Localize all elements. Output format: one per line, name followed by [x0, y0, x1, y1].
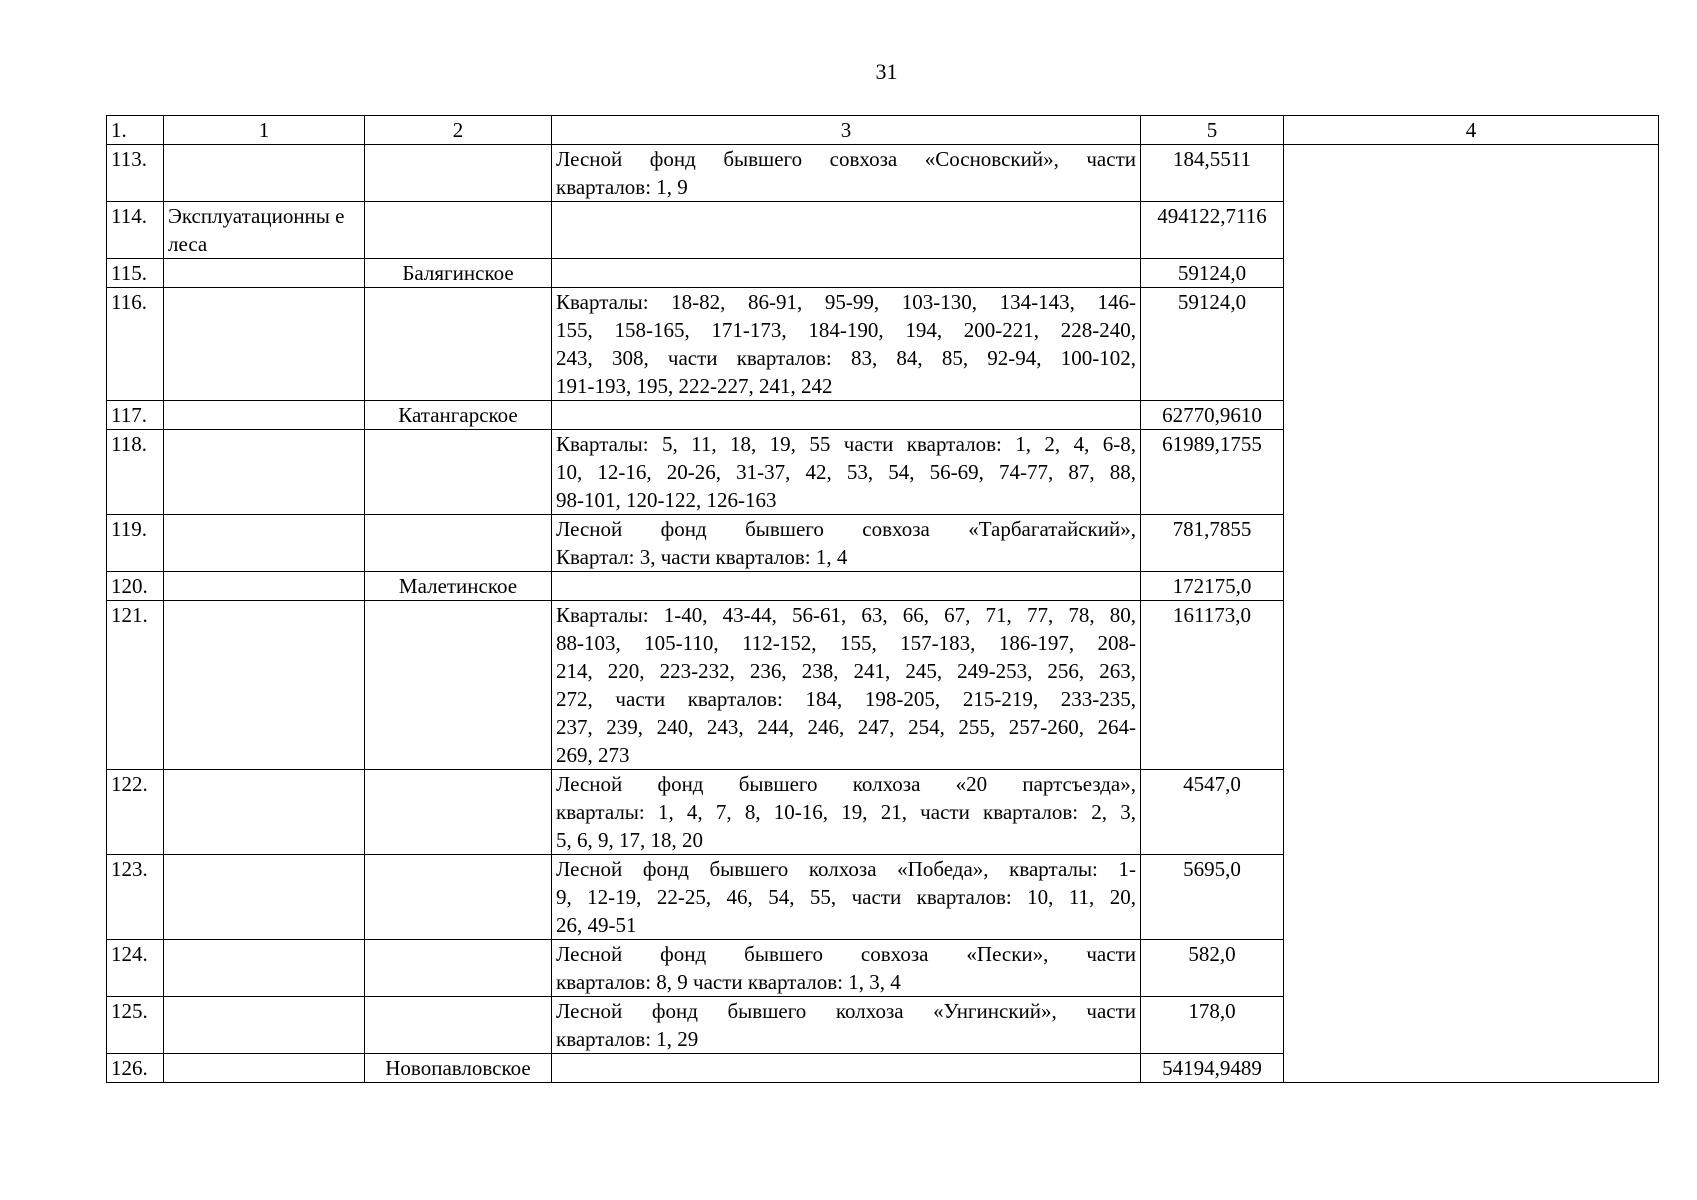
description-cell	[552, 601, 1141, 770]
description-cell	[552, 430, 1141, 515]
category-cell	[164, 601, 365, 770]
header-row	[107, 116, 1659, 145]
description-line: кварталы: 1, 4, 7, 8, 10-16, 19, 21, части кварталов: 2, 3,	[556, 800, 1136, 824]
description-line: 243, 308, части кварталов: 83, 84, 85, 92-94, 100-102,	[556, 346, 1136, 370]
area-cell: 781,7855	[1141, 515, 1284, 572]
description-cell	[552, 1054, 1141, 1083]
area-cell: 59124,0	[1141, 259, 1284, 288]
description-line: 191-193, 195, 222-227, 241, 242	[556, 374, 833, 398]
header-cell: 2	[365, 116, 552, 145]
category-cell	[164, 288, 365, 401]
description-line: Лесной фонд бывшего колхоза «Унгинский», части	[556, 999, 1136, 1023]
district-cell: Малетинское	[365, 572, 552, 601]
district-cell	[365, 940, 552, 997]
area-cell: 61989,1755	[1141, 430, 1284, 515]
district-cell	[365, 145, 552, 202]
description-line: Лесной фонд бывшего совхоза «Сосновский», части	[556, 147, 1136, 171]
district-cell	[365, 430, 552, 515]
description-cell	[552, 145, 1141, 202]
header-cell: 4	[1284, 116, 1659, 145]
description-line: Кварталы: 18-82, 86-91, 95-99, 103-130, 134-143, 146-	[556, 290, 1136, 314]
area-cell: 582,0	[1141, 940, 1284, 997]
description-line: 237, 239, 240, 243, 244, 246, 247, 254, 255, 257-260, 264-	[556, 715, 1136, 739]
description-line: 10, 12-16, 20-26, 31-37, 42, 53, 54, 56-69, 74-77, 87, 88,	[556, 460, 1136, 484]
description-line: Кварталы: 5, 11, 18, 19, 55 части кварталов: 1, 2, 4, 6-8,	[556, 432, 1136, 456]
table-body	[107, 145, 1659, 1083]
description-line: кварталов: 1, 9	[556, 175, 688, 199]
row-number-cell: 124.	[107, 940, 164, 997]
page-number: 31	[875, 59, 898, 84]
area-cell: 54194,9489	[1141, 1054, 1284, 1083]
district-cell	[365, 997, 552, 1054]
district-cell	[365, 770, 552, 855]
description-line: 214, 220, 223-232, 236, 238, 241, 245, 249-253, 256, 263,	[556, 659, 1136, 683]
description-cell	[552, 259, 1141, 288]
category-cell: Эксплуатационны е леса	[164, 202, 365, 259]
description-line: 272, части кварталов: 184, 198-205, 215-219, 233-235,	[556, 687, 1136, 711]
description-line: 9, 12-19, 22-25, 46, 54, 55, части кварталов: 10, 11, 20,	[556, 885, 1136, 909]
description-line: Лесной фонд бывшего совхоза «Пески», части	[556, 942, 1136, 966]
area-cell: 4547,0	[1141, 770, 1284, 855]
row-number-cell: 117.	[107, 401, 164, 430]
description-cell	[552, 770, 1141, 855]
description-cell	[552, 997, 1141, 1054]
category-cell	[164, 145, 365, 202]
category-cell	[164, 515, 365, 572]
row-number-cell: 113.	[107, 145, 164, 202]
category-cell	[164, 572, 365, 601]
description-cell	[552, 855, 1141, 940]
description-line: Квартал: 3, части кварталов: 1, 4	[556, 545, 848, 569]
row-number-cell: 118.	[107, 430, 164, 515]
category-cell	[164, 430, 365, 515]
area-cell: 5695,0	[1141, 855, 1284, 940]
description-cell	[552, 401, 1141, 430]
district-cell: Балягинское	[365, 259, 552, 288]
category-cell	[164, 940, 365, 997]
row-number-cell: 116.	[107, 288, 164, 401]
district-cell: Новопавловское	[365, 1054, 552, 1083]
district-cell	[365, 515, 552, 572]
row-number-cell: 123.	[107, 855, 164, 940]
description-line: 98-101, 120-122, 126-163	[556, 488, 777, 512]
description-line: Лесной фонд бывшего совхоза «Тарбагатайский»,	[556, 517, 1136, 541]
description-line: 269, 273	[556, 743, 630, 767]
header-cell: 5	[1141, 116, 1284, 145]
row-number-cell: 126.	[107, 1054, 164, 1083]
row-number-cell: 121.	[107, 601, 164, 770]
row-number-cell: 115.	[107, 259, 164, 288]
row-number-cell: 125.	[107, 997, 164, 1054]
row-number-cell: 122.	[107, 770, 164, 855]
category-cell	[164, 259, 365, 288]
description-cell	[552, 288, 1141, 401]
description-cell	[552, 202, 1141, 259]
description-cell	[552, 940, 1141, 997]
area-cell: 184,5511	[1141, 145, 1284, 202]
header-cell: 3	[552, 116, 1141, 145]
description-line: Лесной фонд бывшего колхоза «Победа», кварталы: 1-	[556, 857, 1136, 881]
area-cell: 62770,9610	[1141, 401, 1284, 430]
area-cell: 178,0	[1141, 997, 1284, 1054]
category-cell	[164, 770, 365, 855]
description-cell	[552, 515, 1141, 572]
header-cell: 1.	[107, 116, 164, 145]
category-cell	[164, 401, 365, 430]
category-cell	[164, 1054, 365, 1083]
description-line: 155, 158-165, 171-173, 184-190, 194, 200-221, 228-240,	[556, 318, 1136, 342]
district-cell	[365, 855, 552, 940]
row-number-cell: 120.	[107, 572, 164, 601]
description-line: 88-103, 105-110, 112-152, 155, 157-183, 186-197, 208-	[556, 631, 1136, 655]
area-cell: 161173,0	[1141, 601, 1284, 770]
description-line: 5, 6, 9, 17, 18, 20	[556, 828, 703, 852]
district-cell: Катангарское	[365, 401, 552, 430]
forest-table	[106, 115, 1659, 1083]
district-cell	[365, 202, 552, 259]
district-cell	[365, 288, 552, 401]
area-cell: 494122,7116	[1141, 202, 1284, 259]
area-cell: 172175,0	[1141, 572, 1284, 601]
header-cell: 1	[164, 116, 365, 145]
category-cell	[164, 855, 365, 940]
table-row	[107, 145, 1659, 202]
description-line: Кварталы: 1-40, 43-44, 56-61, 63, 66, 67, 71, 77, 78, 80,	[556, 603, 1136, 627]
description-line: Лесной фонд бывшего колхоза «20 партсъезда»,	[556, 772, 1136, 796]
district-cell	[365, 601, 552, 770]
description-line: 26, 49-51	[556, 913, 637, 937]
row-number-cell: 114.	[107, 202, 164, 259]
category-cell	[164, 997, 365, 1054]
description-line: кварталов: 1, 29	[556, 1027, 699, 1051]
description-cell	[552, 572, 1141, 601]
row-number-cell: 119.	[107, 515, 164, 572]
description-line: кварталов: 8, 9 части кварталов: 1, 3, 4	[556, 970, 901, 994]
notes-cell	[1284, 145, 1659, 1083]
area-cell: 59124,0	[1141, 288, 1284, 401]
